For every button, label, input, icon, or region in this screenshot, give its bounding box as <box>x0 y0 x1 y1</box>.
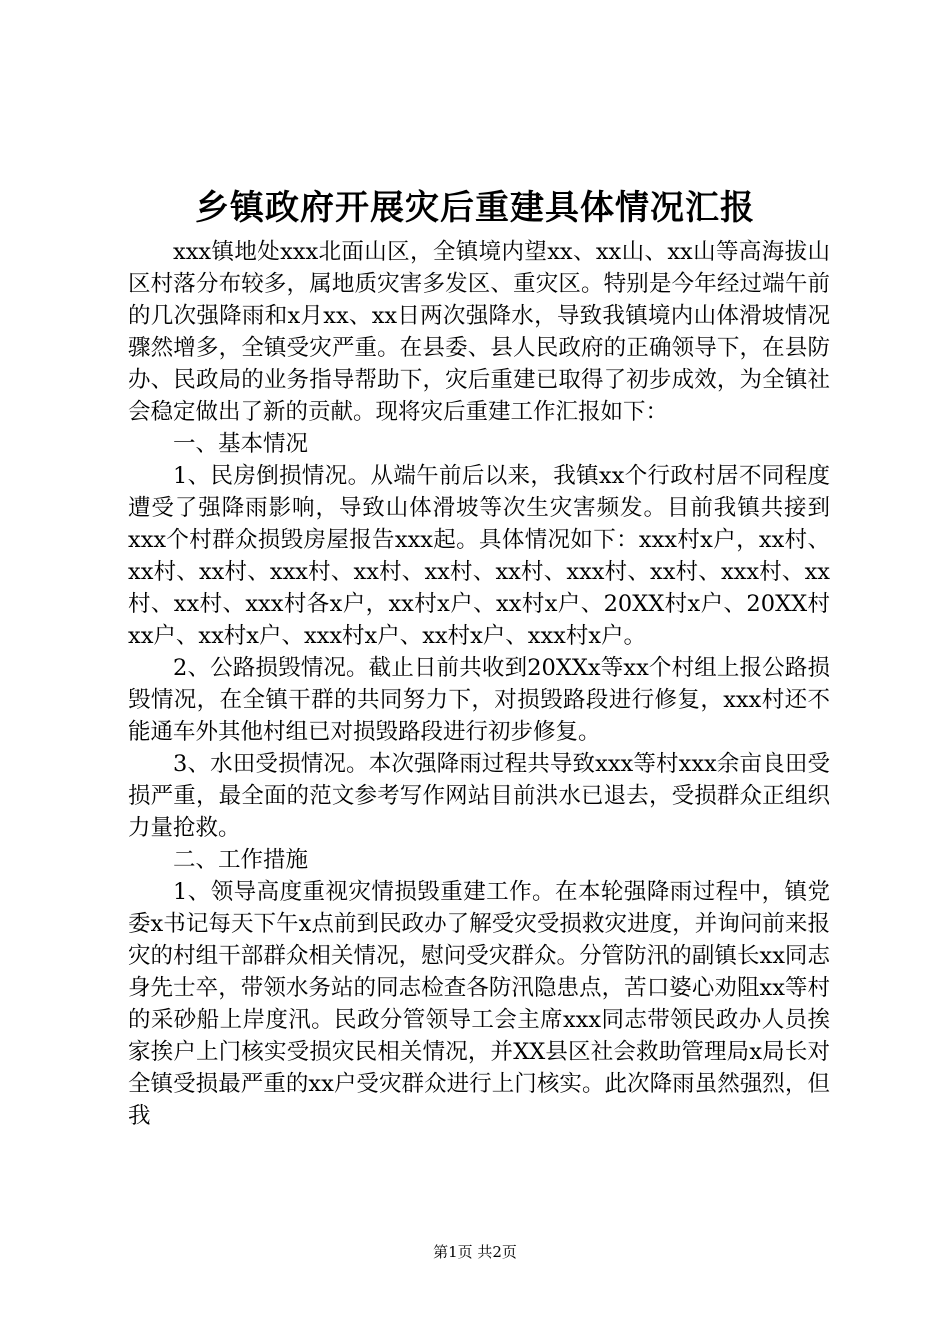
section-heading-basic-situation: 一、基本情况 <box>173 431 309 457</box>
document-title: 乡镇政府开展灾后重建具体情况汇报 <box>195 188 755 228</box>
paragraph-road-damage: 2、公路损毁情况。截止日前共收到20XXx等xx个村组上报公路损毁情况，在全镇干群的共同努力下，对损毁路段进行修复，xxx村还不能通车外其他村组已对损毁路段进行初步修复。 <box>128 655 830 745</box>
paragraph-housing-damage: 1、民房倒损情况。从端午前后以来，我镇xx个行政村居不同程度遭受了强降雨影响，导致山体滑坡等次生灾害频发。目前我镇共接到xxx个村群众损毁房屋报告xxx起。具体情况如下：xxx村x户，xx村、xx村、xx村、xxx村、xx村、xx村、xx村、xxx村、xx村、xxx村、xx村、xx村、xxx村各x户，xx村x户、xx村x户、20XX村x户、20XX村xx户、xx村x户、xxx村x户、xx村x户、xxx村x户。 <box>128 463 830 649</box>
paragraph-leadership: 1、领导高度重视灾情损毁重建工作。在本轮强降雨过程中，镇党委x书记每天下午x点前到民政办了解受灾受损救灾进度，并询问前来报灾的村组干部群众相关情况，慰问受灾群众。分管防汛的副镇长xx同志身先士卒，带领水务站的同志检查各防汛隐患点，苦口婆心劝阻xx等村的采砂船上岸度汛。民政分管领导工会主席xxx同志带领民政办人员挨家挨户上门核实受损灾民相关情况，并XX县区社会救助管理局x局长对全镇受损最严重的xx户受灾群众进行上门核实。此次降雨虽然强烈，但我 <box>128 879 830 1129</box>
document-body <box>128 236 830 1132</box>
paragraph-intro: xxx镇地处xxx北面山区，全镇境内望xx、xx山、xx山等高海拔山区村落分布较多，属地质灾害多发区、重灾区。特别是今年经过端午前的几次强降雨和x月xx、xx日两次强降水，导致我镇境内山体滑坡情况骤然增多，全镇受灾严重。在县委、县人民政府的正确领导下，在县防办、民政局的业务指导帮助下，灾后重建已取得了初步成效，为全镇社会稳定做出了新的贡献。现将灾后重建工作汇报如下： <box>128 239 830 425</box>
page-number-footer: 第1页 共2页 <box>433 1243 517 1261</box>
paragraph-paddy-damage: 3、水田受损情况。本次强降雨过程共导致xxx等村xxx余亩良田受损严重，最全面的范文参考写作网站目前洪水已退去，受损群众正组织力量抢救。 <box>128 751 830 841</box>
section-heading-work-measures: 二、工作措施 <box>173 847 309 873</box>
